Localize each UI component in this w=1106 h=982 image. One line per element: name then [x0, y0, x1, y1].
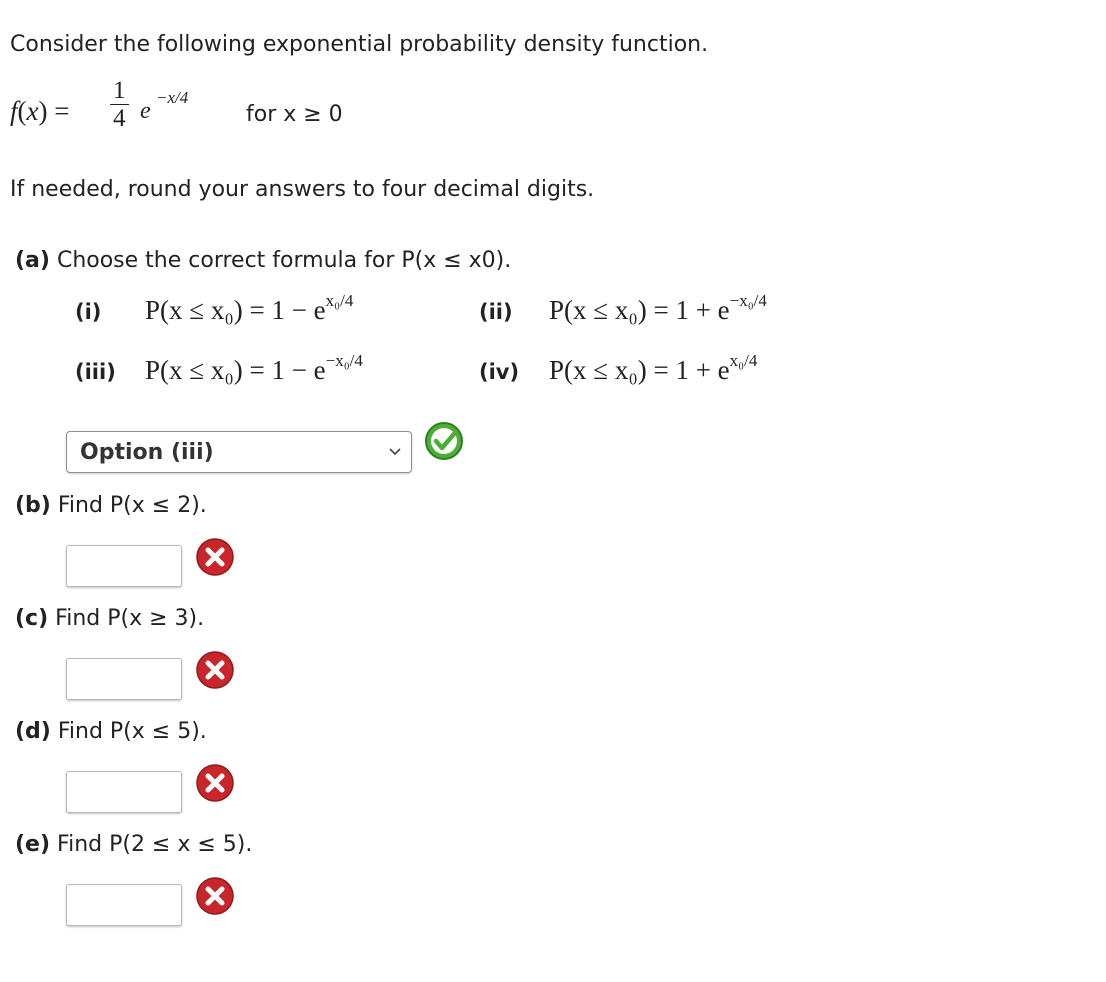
- x-circle-icon: [195, 763, 235, 803]
- formula-select[interactable]: [66, 431, 412, 473]
- part-e-text: Find P(2 ≤ x ≤ 5).: [50, 832, 253, 857]
- option-ii-formula: $P(x \le x_0) = 1 + e^{-x_0/4}$: [549, 291, 767, 325]
- part-a-question: [15, 248, 511, 273]
- option-iii-label: (iii): [75, 360, 116, 384]
- x-circle-icon: [195, 537, 235, 577]
- part-d-label: (d): [15, 719, 51, 744]
- option-i-label: (i): [75, 300, 102, 324]
- x-circle-icon: [195, 876, 235, 916]
- part-a-label: (a): [15, 248, 50, 273]
- part-b-question: [15, 493, 207, 518]
- option-iii: [75, 351, 363, 385]
- option-iv-label: (iv): [479, 360, 520, 384]
- part-d-question: [15, 719, 207, 744]
- part-c-label: (c): [15, 606, 49, 631]
- problem-statement: Consider the following exponential probability density function.: [10, 32, 709, 57]
- part-c-text: Find P(x ≥ 3).: [48, 606, 205, 631]
- check-circle-icon: [424, 421, 464, 461]
- pdf-fraction-denominator: 4: [113, 105, 126, 132]
- formula-select-value: Option (iii): [80, 440, 214, 465]
- pdf-base: e: [140, 98, 151, 124]
- option-iii-formula: $P(x \le x_0) = 1 - e^{-x_0/4}$: [145, 351, 363, 385]
- pdf-fraction: [110, 78, 129, 131]
- part-e-question: [15, 832, 252, 857]
- part-b-text: Find P(x ≤ 2).: [50, 493, 207, 518]
- option-iv: [479, 351, 758, 385]
- option-i: [75, 291, 354, 325]
- x-circle-icon: [195, 650, 235, 690]
- pdf-lhs: f(x) =: [10, 96, 70, 126]
- rounding-note: If needed, round your answers to four decimal digits.: [10, 177, 595, 202]
- option-i-formula: $P(x \le x_0) = 1 - e^{x_0/4}$: [145, 291, 354, 325]
- pdf-exponent: −x/4: [156, 88, 189, 107]
- part-a-text: Choose the correct formula for P(x ≤ x0).: [49, 248, 512, 273]
- part-e-answer-input[interactable]: [66, 884, 182, 926]
- chevron-down-icon: [387, 443, 403, 459]
- part-e-label: (e): [15, 832, 51, 857]
- pdf-fraction-numerator: 1: [110, 78, 129, 105]
- pdf-condition: for x ≥ 0: [246, 102, 343, 127]
- part-d-text: Find P(x ≤ 5).: [50, 719, 207, 744]
- part-b-label: (b): [15, 493, 51, 518]
- part-c-question: [15, 606, 204, 631]
- option-iv-formula: $P(x \le x_0) = 1 + e^{x_0/4}$: [549, 351, 758, 385]
- part-b-answer-input[interactable]: [66, 545, 182, 587]
- option-ii: [479, 291, 767, 325]
- option-ii-label: (ii): [479, 300, 513, 324]
- part-c-answer-input[interactable]: [66, 658, 182, 700]
- part-d-answer-input[interactable]: [66, 771, 182, 813]
